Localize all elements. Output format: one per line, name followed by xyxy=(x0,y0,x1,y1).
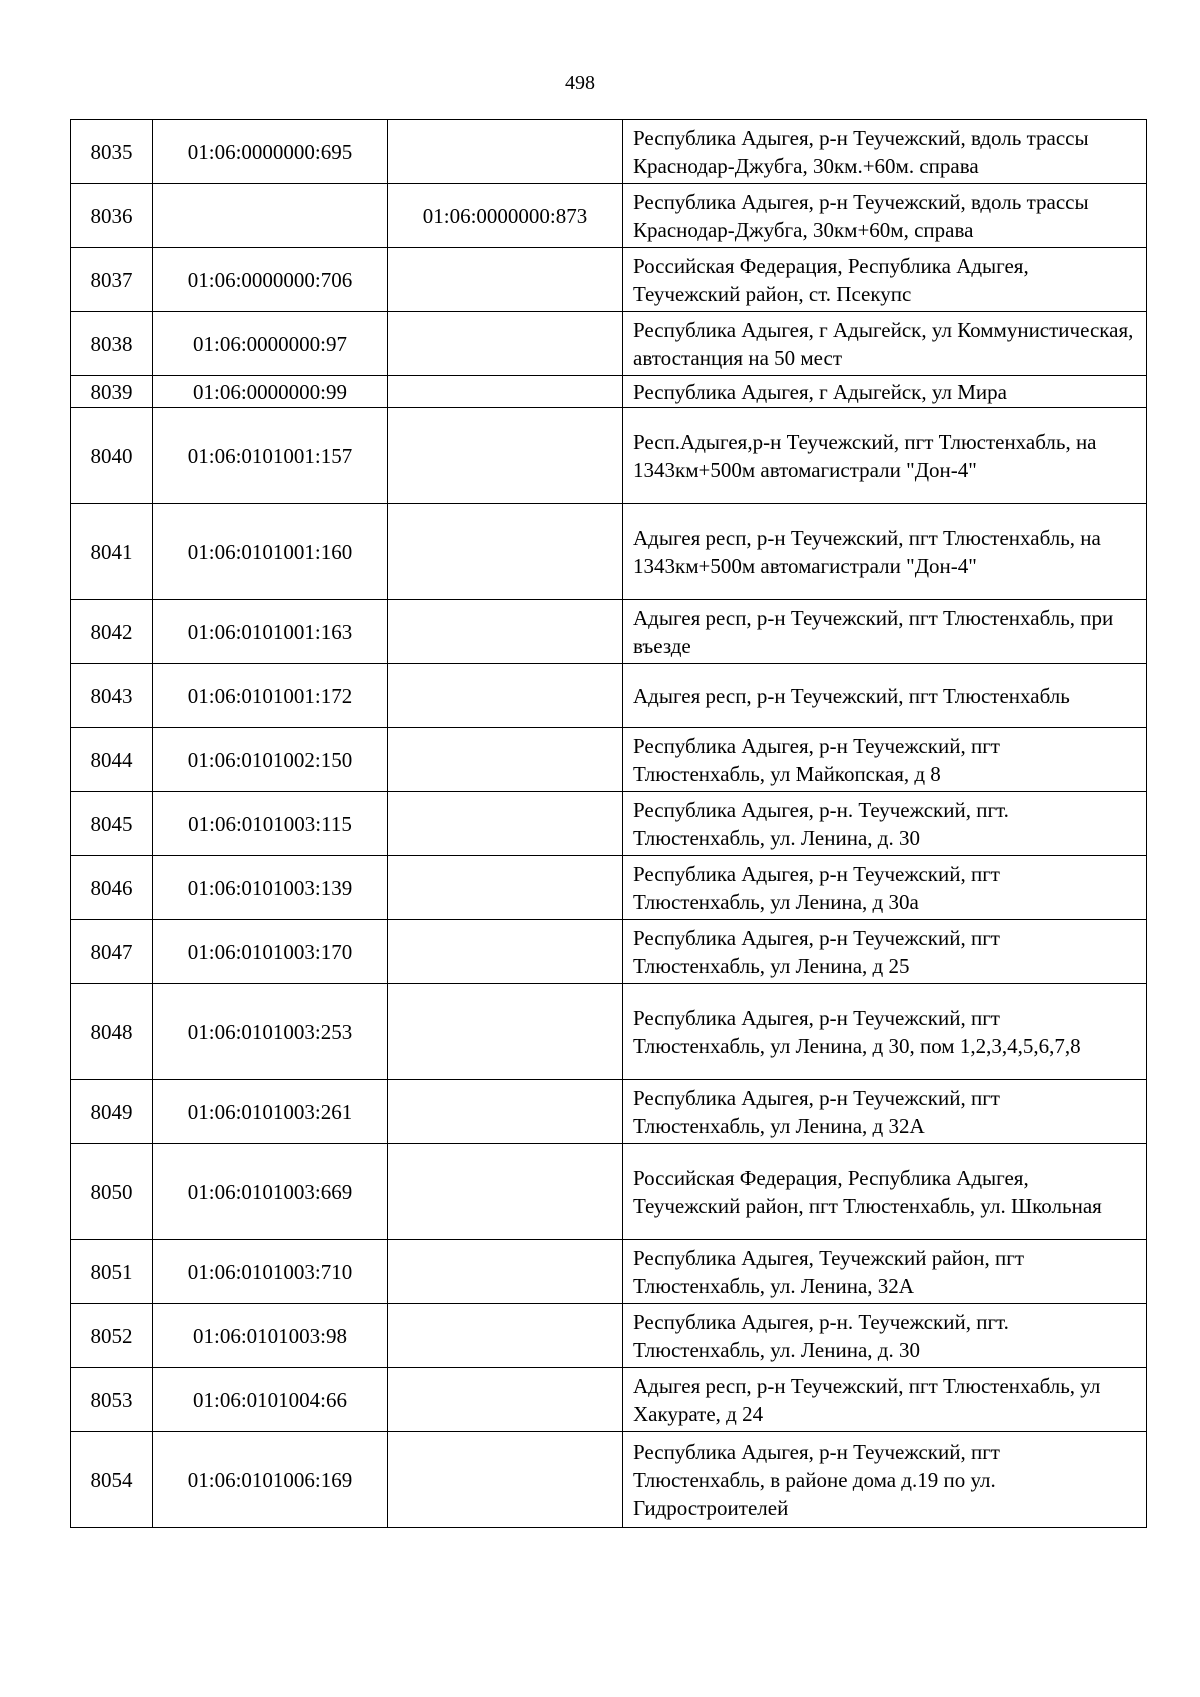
row-number-cell: 8052 xyxy=(71,1304,153,1368)
table-body xyxy=(71,120,1147,1528)
row-number-cell: 8054 xyxy=(71,1432,153,1528)
row-number-cell: 8036 xyxy=(71,184,153,248)
cadastral-number-alt-cell xyxy=(388,376,623,408)
row-number-cell: 8043 xyxy=(71,664,153,728)
cadastral-number-alt-cell xyxy=(388,1304,623,1368)
table-row xyxy=(71,984,1147,1080)
table-row xyxy=(71,856,1147,920)
row-number-cell: 8040 xyxy=(71,408,153,504)
cadastral-number-alt-cell xyxy=(388,600,623,664)
row-number-cell: 8037 xyxy=(71,248,153,312)
table-row xyxy=(71,504,1147,600)
cadastral-number-cell: 01:06:0000000:706 xyxy=(153,248,388,312)
row-number-cell: 8041 xyxy=(71,504,153,600)
table-row xyxy=(71,1304,1147,1368)
row-number-cell: 8048 xyxy=(71,984,153,1080)
cadastral-number-alt-cell xyxy=(388,1432,623,1528)
table-row xyxy=(71,600,1147,664)
cadastral-number-cell: 01:06:0101003:170 xyxy=(153,920,388,984)
table-row xyxy=(71,1432,1147,1528)
table-row xyxy=(71,1144,1147,1240)
cadastral-number-cell: 01:06:0101003:115 xyxy=(153,792,388,856)
table-row xyxy=(71,1368,1147,1432)
cadastral-number-alt-cell xyxy=(388,248,623,312)
cadastral-number-alt-cell xyxy=(388,504,623,600)
table-row xyxy=(71,376,1147,408)
cadastral-number-alt-cell xyxy=(388,312,623,376)
cadastral-number-cell: 01:06:0101001:163 xyxy=(153,600,388,664)
table-row xyxy=(71,792,1147,856)
row-number-cell: 8035 xyxy=(71,120,153,184)
cadastral-number-cell: 01:06:0101003:98 xyxy=(153,1304,388,1368)
address-cell: Республика Адыгея, г Адыгейск, ул Мира xyxy=(623,376,1147,408)
table-row xyxy=(71,184,1147,248)
cadastral-number-alt-cell xyxy=(388,792,623,856)
cadastral-number-alt-cell xyxy=(388,984,623,1080)
cadastral-number-cell: 01:06:0101003:669 xyxy=(153,1144,388,1240)
row-number-cell: 8053 xyxy=(71,1368,153,1432)
cadastral-number-alt-cell xyxy=(388,1240,623,1304)
row-number-cell: 8049 xyxy=(71,1080,153,1144)
cadastral-number-alt-cell xyxy=(388,1144,623,1240)
table-row xyxy=(71,1080,1147,1144)
cadastral-number-alt-cell xyxy=(388,728,623,792)
cadastral-number-cell: 01:06:0101001:172 xyxy=(153,664,388,728)
cadastral-number-alt-cell xyxy=(388,920,623,984)
row-number-cell: 8045 xyxy=(71,792,153,856)
cadastral-number-cell: 01:06:0101006:169 xyxy=(153,1432,388,1528)
cadastral-number-cell: 01:06:0000000:99 xyxy=(153,376,388,408)
registry-table xyxy=(70,119,1147,1528)
cadastral-number-cell: 01:06:0000000:695 xyxy=(153,120,388,184)
cadastral-number-alt-cell xyxy=(388,664,623,728)
table-row xyxy=(71,120,1147,184)
address-cell: Адыгея респ, р-н Теучежский, пгт Тлюстенхабль, на 1343км+500м автомагистрали "Дон-4" xyxy=(623,504,1147,600)
table-row xyxy=(71,408,1147,504)
cadastral-number-cell: 01:06:0101001:157 xyxy=(153,408,388,504)
address-cell: Республика Адыгея, р-н Теучежский, пгт Тлюстенхабль, ул Ленина, д 32А xyxy=(623,1080,1147,1144)
row-number-cell: 8047 xyxy=(71,920,153,984)
cadastral-number-cell xyxy=(153,184,388,248)
row-number-cell: 8038 xyxy=(71,312,153,376)
cadastral-number-alt-cell xyxy=(388,1368,623,1432)
table-row xyxy=(71,664,1147,728)
address-cell: Республика Адыгея, р-н Теучежский, пгт Тлюстенхабль, ул Ленина, д 30а xyxy=(623,856,1147,920)
table-row xyxy=(71,248,1147,312)
address-cell: Адыгея респ, р-н Теучежский, пгт Тлюстенхабль, ул Хакурате, д 24 xyxy=(623,1368,1147,1432)
row-number-cell: 8042 xyxy=(71,600,153,664)
cadastral-number-cell: 01:06:0101003:710 xyxy=(153,1240,388,1304)
row-number-cell: 8051 xyxy=(71,1240,153,1304)
address-cell: Республика Адыгея, Теучежский район, пгт Тлюстенхабль, ул. Ленина, 32А xyxy=(623,1240,1147,1304)
address-cell: Республика Адыгея, г Адыгейск, ул Коммунистическая, автостанция на 50 мест xyxy=(623,312,1147,376)
address-cell: Республика Адыгея, р-н Теучежский, вдоль трассы Краснодар-Джубга, 30км.+60м. справа xyxy=(623,120,1147,184)
cadastral-number-alt-cell xyxy=(388,408,623,504)
address-cell: Республика Адыгея, р-н Теучежский, пгт Тлюстенхабль, ул Майкопская, д 8 xyxy=(623,728,1147,792)
table-row xyxy=(71,728,1147,792)
cadastral-number-alt-cell xyxy=(388,856,623,920)
address-cell: Республика Адыгея, р-н. Теучежский, пгт. Тлюстенхабль, ул. Ленина, д. 30 xyxy=(623,792,1147,856)
address-cell: Адыгея респ, р-н Теучежский, пгт Тлюстенхабль, при въезде xyxy=(623,600,1147,664)
address-cell: Республика Адыгея, р-н Теучежский, вдоль трассы Краснодар-Джубга, 30км+60м, справа xyxy=(623,184,1147,248)
cadastral-number-cell: 01:06:0101002:150 xyxy=(153,728,388,792)
cadastral-number-cell: 01:06:0101001:160 xyxy=(153,504,388,600)
cadastral-number-alt-cell: 01:06:0000000:873 xyxy=(388,184,623,248)
address-cell: Республика Адыгея, р-н. Теучежский, пгт. Тлюстенхабль, ул. Ленина, д. 30 xyxy=(623,1304,1147,1368)
cadastral-number-cell: 01:06:0101004:66 xyxy=(153,1368,388,1432)
table-row xyxy=(71,920,1147,984)
address-cell: Республика Адыгея, р-н Теучежский, пгт Тлюстенхабль, в районе дома д.19 по ул. Гидростроителей xyxy=(623,1432,1147,1528)
address-cell: Российская Федерация, Республика Адыгея, Теучежский район, пгт Тлюстенхабль, ул. Школьная xyxy=(623,1144,1147,1240)
table-row xyxy=(71,1240,1147,1304)
cadastral-number-alt-cell xyxy=(388,120,623,184)
address-cell: Адыгея респ, р-н Теучежский, пгт Тлюстенхабль xyxy=(623,664,1147,728)
address-cell: Республика Адыгея, р-н Теучежский, пгт Тлюстенхабль, ул Ленина, д 30, пом 1,2,3,4,5,6,7,8 xyxy=(623,984,1147,1080)
row-number-cell: 8046 xyxy=(71,856,153,920)
cadastral-number-cell: 01:06:0101003:139 xyxy=(153,856,388,920)
cadastral-number-cell: 01:06:0000000:97 xyxy=(153,312,388,376)
cadastral-number-alt-cell xyxy=(388,1080,623,1144)
row-number-cell: 8039 xyxy=(71,376,153,408)
cadastral-number-cell: 01:06:0101003:253 xyxy=(153,984,388,1080)
row-number-cell: 8050 xyxy=(71,1144,153,1240)
address-cell: Респ.Адыгея,р-н Теучежский, пгт Тлюстенхабль, на 1343км+500м автомагистрали "Дон-4" xyxy=(623,408,1147,504)
page-number: 498 xyxy=(565,72,595,94)
address-cell: Республика Адыгея, р-н Теучежский, пгт Тлюстенхабль, ул Ленина, д 25 xyxy=(623,920,1147,984)
cadastral-number-cell: 01:06:0101003:261 xyxy=(153,1080,388,1144)
address-cell: Российская Федерация, Республика Адыгея, Теучежский район, ст. Псекупс xyxy=(623,248,1147,312)
row-number-cell: 8044 xyxy=(71,728,153,792)
table-row xyxy=(71,312,1147,376)
